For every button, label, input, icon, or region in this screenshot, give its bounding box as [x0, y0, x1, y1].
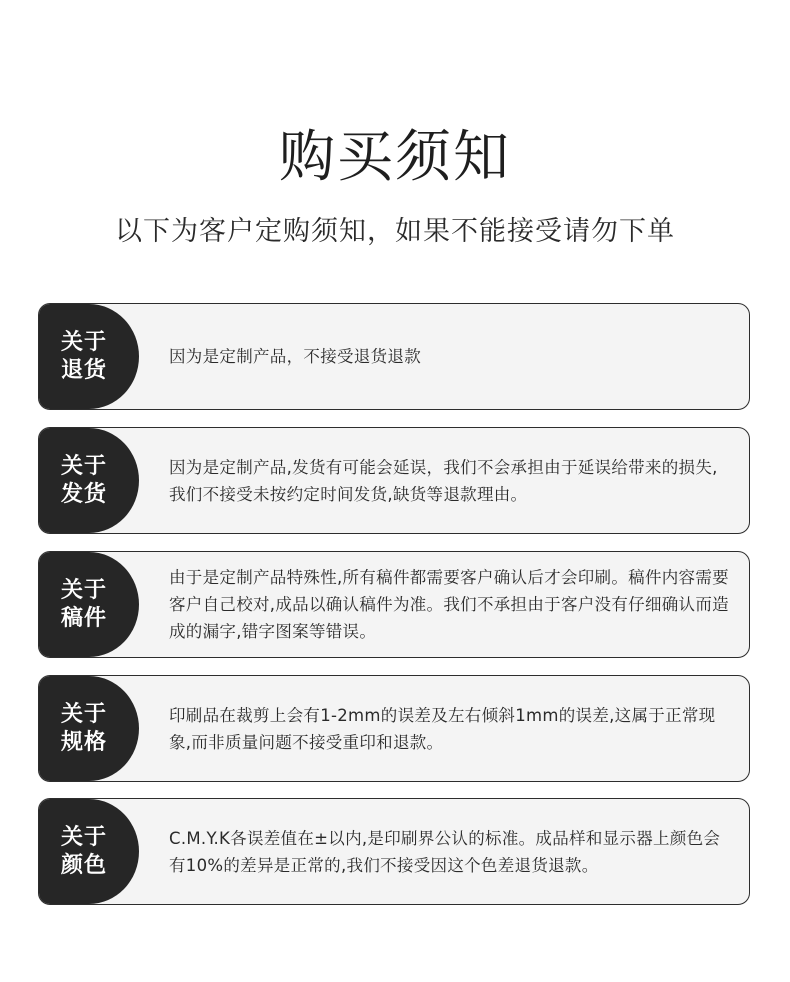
notice-card-specs — [38, 675, 750, 782]
notice-label: 关于颜色 — [61, 824, 108, 878]
notice-tab — [39, 799, 139, 904]
notice-label: 关于发货 — [61, 453, 108, 507]
notice-label: 关于规格 — [61, 701, 108, 755]
notice-text: 因为是定制产品，不接受退货退款 — [169, 347, 421, 366]
notice-text: C.M.Y.K各误差值在±以内,是印刷界公认的标准。成品样和显示器上颜色会有10%的差异是正常的,我们不接受因这个色差退货退款。 — [169, 828, 721, 875]
notice-tab — [39, 304, 139, 409]
notice-card-shipping — [38, 427, 750, 534]
notice-text: 印刷品在裁剪上会有1-2mm的误差及左右倾斜1mm的误差,这属于正常现象,而非质量问题不接受重印和退款。 — [169, 705, 716, 752]
notice-tab — [39, 552, 139, 657]
notice-tab — [39, 428, 139, 533]
notice-label: 关于稿件 — [61, 577, 108, 631]
notice-text-wrap — [169, 304, 731, 409]
notice-card-artwork — [38, 551, 750, 658]
notice-tab — [39, 676, 139, 781]
notice-text-wrap — [169, 552, 731, 657]
notice-text: 因为是定制产品,发货有可能会延误，我们不会承担由于延误给带来的损失,我们不接受未按约定时间发货,缺货等退款理由。 — [169, 457, 718, 504]
notice-card-returns — [38, 303, 750, 410]
notice-card-color — [38, 798, 750, 905]
notice-text-wrap — [169, 799, 731, 904]
page-title: 购买须知 — [279, 125, 511, 190]
notice-label: 关于退货 — [61, 329, 108, 383]
notice-text: 由于是定制产品特殊性,所有稿件都需要客户确认后才会印刷。稿件内容需要客户自己校对,成品以确认稿件为准。我们不承担由于客户没有仔细确认而造成的漏字,错字图案等错误。 — [169, 568, 729, 641]
notice-text-wrap — [169, 428, 731, 533]
notice-text-wrap — [169, 676, 731, 781]
page-subtitle: 以下为客户定购须知，如果不能接受请勿下单 — [115, 216, 675, 247]
